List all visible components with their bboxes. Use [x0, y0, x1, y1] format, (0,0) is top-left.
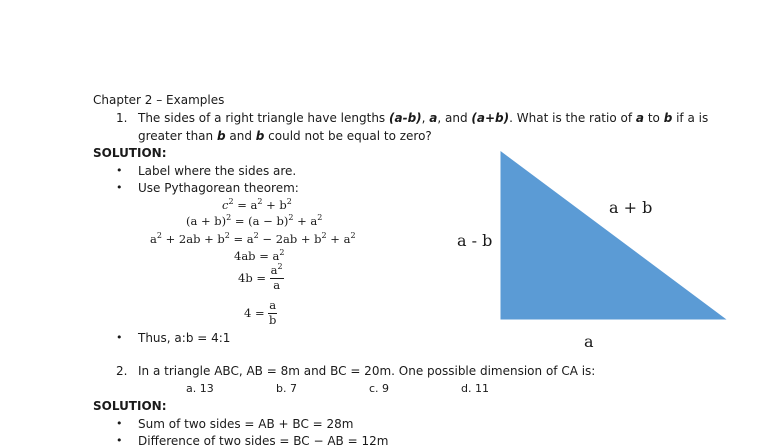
fraction-numerator: a — [269, 298, 277, 312]
q1-side-2: a — [429, 111, 438, 125]
eq-exp: 2 — [321, 231, 327, 240]
q1-text: . What is the ratio of — [509, 111, 636, 125]
q1-side-1: (a-b) — [389, 111, 422, 125]
bullet-marker: • — [116, 417, 123, 430]
equation-2 — [186, 214, 322, 228]
eq-term: 4ab = a — [234, 249, 280, 263]
eq-exp: 2 — [317, 213, 323, 222]
eq-term: − 2ab + b — [258, 232, 322, 246]
equation-5 — [238, 262, 284, 292]
q1-text: if a is — [672, 111, 709, 125]
eq-term: 4b = — [238, 271, 266, 285]
equation-3 — [150, 232, 356, 246]
choice-c: c. 9 — [369, 382, 390, 395]
eq-term: + a — [293, 214, 318, 228]
label-side-left: a - b — [457, 231, 493, 250]
eq-exp: 2 — [253, 231, 259, 240]
eq-term: = a — [233, 198, 258, 212]
eq-term: a — [270, 263, 278, 277]
choice-b: b. 7 — [276, 382, 297, 395]
label-side-bottom: a — [584, 332, 594, 351]
q1-side-3: (a+b) — [471, 111, 510, 125]
label-hypotenuse: a + b — [609, 198, 653, 217]
solution-bullet: Difference of two sides = BC − AB = 12m — [138, 434, 389, 448]
fraction-denominator: a — [273, 277, 281, 292]
bullet-marker: • — [116, 181, 123, 194]
fraction — [268, 300, 277, 326]
eq-term: + 2ab + b — [161, 232, 225, 246]
eq-term: = (a − b) — [231, 214, 289, 228]
q2-text: In a triangle ABC, AB = 8m and BC = 20m. One possible dimension of CA is: — [138, 364, 596, 378]
eq-exp: 2 — [228, 197, 234, 206]
right-triangle-figure — [499, 150, 729, 322]
bullet-marker: • — [116, 434, 123, 447]
q1-var-a: a — [635, 111, 644, 125]
choice-d: d. 11 — [461, 382, 489, 395]
bullet-marker: • — [116, 331, 123, 344]
fraction-denominator: b — [269, 312, 277, 327]
eq-term: + a — [326, 232, 351, 246]
q1-text: , — [421, 111, 430, 125]
q1-text: and — [225, 129, 256, 143]
q1-text: , and — [437, 111, 472, 125]
eq-exp: 2 — [226, 213, 232, 222]
q1-line-1 — [138, 111, 708, 125]
eq-term: 4 = — [244, 306, 265, 320]
q1-text: to — [644, 111, 664, 125]
fraction-numerator — [270, 262, 284, 279]
chapter-title: Chapter 2 – Examples — [93, 93, 225, 107]
eq-exp: 2 — [350, 231, 356, 240]
choice-a: a. 13 — [186, 382, 214, 395]
eq-term: (a + b) — [186, 214, 227, 228]
equation-1 — [222, 198, 292, 212]
eq-exp: 2 — [257, 197, 263, 206]
solution-bullet: Label where the sides are. — [138, 164, 297, 178]
solution-result: Thus, a:b = 4:1 — [138, 331, 231, 345]
q1-var-b: b — [663, 111, 673, 125]
eq-term: + b — [262, 198, 287, 212]
eq-term: = a — [229, 232, 254, 246]
q1-line-2 — [138, 129, 432, 143]
q1-number: 1. — [116, 111, 128, 125]
eq-exp: 2 — [288, 213, 294, 222]
q1-text: The sides of a right triangle have lengths — [138, 111, 389, 125]
right-triangle — [501, 152, 725, 319]
eq-term: a — [150, 232, 157, 246]
q1-var-b: b — [216, 129, 226, 143]
equation-6 — [244, 300, 277, 326]
solution-heading: SOLUTION: — [93, 399, 167, 413]
eq-term: c — [222, 198, 229, 212]
eq-exp: 2 — [224, 231, 230, 240]
solution-bullet: Use Pythagorean theorem: — [138, 181, 299, 195]
solution-bullet: Sum of two sides = AB + BC = 28m — [138, 417, 354, 431]
bullet-marker: • — [116, 164, 123, 177]
equation-4 — [234, 249, 284, 263]
q1-text: could not be equal to zero? — [264, 129, 432, 143]
q1-text: greater than — [138, 129, 217, 143]
eq-exp: 2 — [279, 248, 285, 257]
q1-var-b: b — [255, 129, 265, 143]
eq-exp: 2 — [277, 262, 283, 271]
solution-heading: SOLUTION: — [93, 146, 167, 160]
q2-number: 2. — [116, 364, 128, 378]
eq-exp: 2 — [156, 231, 162, 240]
fraction — [270, 262, 284, 292]
eq-exp: 2 — [286, 197, 292, 206]
